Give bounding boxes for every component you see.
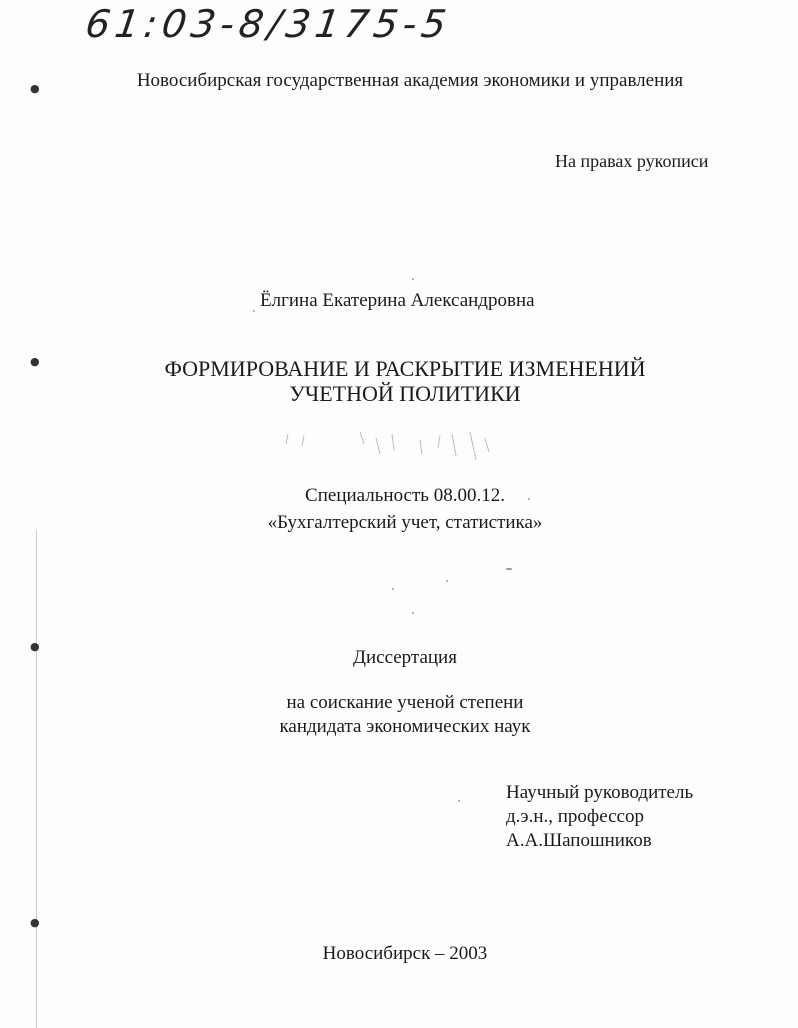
degree-line-1: на соискание ученой степени [286,692,524,713]
scan-speck [446,580,448,582]
scan-speck [458,800,460,802]
manuscript-note: На правах рукописи [555,151,709,171]
scan-speck [253,310,255,312]
institution-name: Новосибирская государственная академия экономики и управления [136,70,684,91]
dissertation-title [100,356,710,406]
title-line-1: ФОРМИРОВАНИЕ И РАСКРЫТИЕ ИЗМЕНЕНИЙ [164,356,646,381]
punch-hole-mark: ● [30,640,40,653]
scan-speck [412,612,414,614]
punch-hole-mark: ● [30,82,40,95]
supervisor-name: А.А.Шапошников [506,830,652,851]
scan-speck [392,588,394,590]
scan-speck [528,498,530,500]
handwritten-archive-code: 61:03-8/3175-5 [82,2,454,46]
scan-artifacts [280,430,510,470]
scan-speck [506,568,512,570]
supervisor-degree: д.э.н., профессор [506,806,644,827]
binding-edge [36,530,37,1028]
scan-speck [412,278,414,280]
specialty-name: «Бухгалтерский учет, статистика» [267,512,543,533]
title-line-2: УЧЕТНОЙ ПОЛИТИКИ [289,381,521,406]
specialty-code: Специальность 08.00.12. [305,485,505,506]
punch-hole-mark: ● [30,916,40,929]
punch-hole-mark: ● [30,355,40,368]
degree-line-2: кандидата экономических наук [279,716,531,737]
supervisor-role: Научный руководитель [506,782,694,803]
city-year: Новосибирск – 2003 [322,943,488,964]
work-type: Диссертация [353,647,457,668]
author-name: Ёлгина Екатерина Александровна [260,290,535,311]
